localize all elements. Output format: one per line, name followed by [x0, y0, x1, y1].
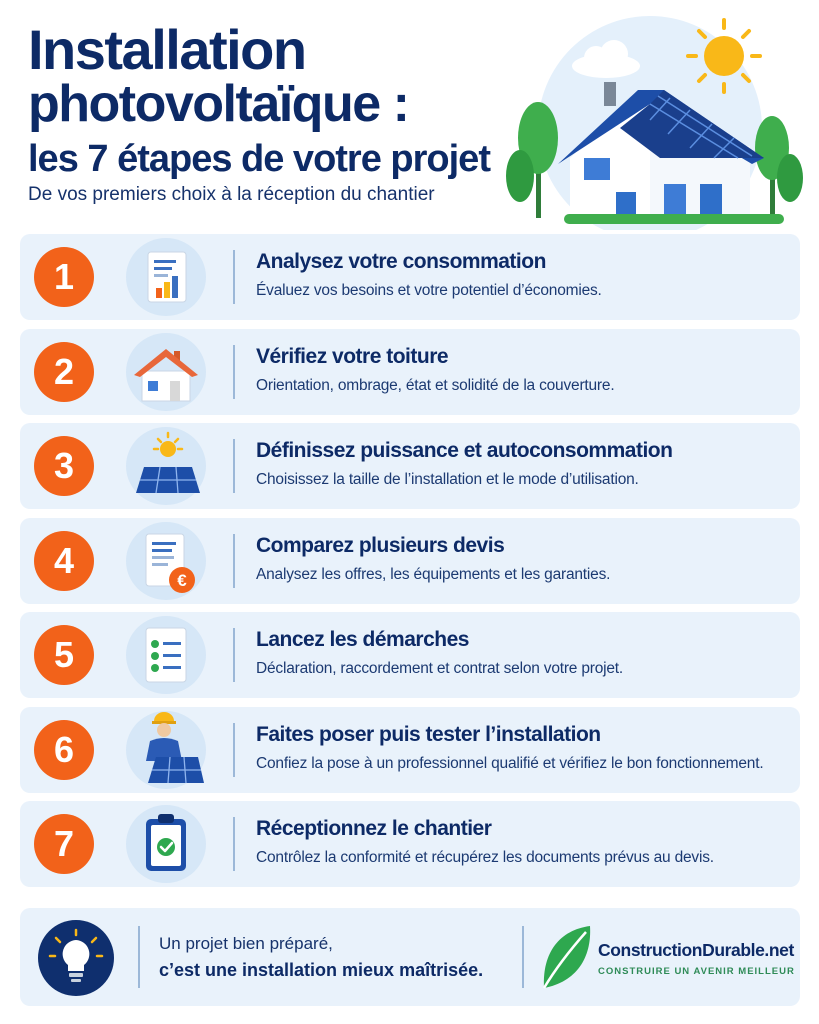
step-title: Analysez votre consommation: [256, 250, 546, 273]
divider: [233, 439, 235, 493]
step-number: 5: [34, 625, 94, 685]
svg-text:€: €: [177, 570, 187, 590]
step-card-2: [20, 329, 800, 415]
step-card-5: [20, 612, 800, 698]
steps-list: [20, 234, 800, 896]
step-description: Choisissez la taille de l’installation et le mode d’utilisation.: [256, 471, 639, 488]
step-number: 6: [34, 720, 94, 780]
brand-name[interactable]: ConstructionDurable.net: [598, 940, 794, 960]
divider: [138, 926, 140, 988]
step-card-6: [20, 707, 800, 793]
divider: [233, 628, 235, 682]
leaf-logo-icon: [538, 922, 594, 992]
step-description: Contrôlez la conformité et récupérez les documents prévus au devis.: [256, 849, 714, 866]
divider: [233, 534, 235, 588]
page-title-line3: les 7 étapes de votre projet: [28, 138, 490, 180]
step-number: 3: [34, 436, 94, 496]
step-card-4: [20, 518, 800, 604]
brand-tagline: CONSTRUIRE UN AVENIR MEILLEUR: [598, 966, 795, 977]
clipboard-check-icon: [126, 805, 206, 883]
header: [0, 0, 819, 230]
step-description: Confiez la pose à un professionnel qualifié et vérifiez le bon fonctionnement.: [256, 754, 764, 772]
step-number: 7: [34, 814, 94, 874]
chart-document-icon: [126, 238, 206, 316]
footer-message-line2: c’est une installation mieux maîtrisée.: [159, 960, 484, 980]
divider: [233, 817, 235, 871]
solar-house-illustration-icon: [500, 8, 810, 230]
divider: [522, 926, 524, 988]
step-title: Vérifiez votre toiture: [256, 344, 449, 368]
step-number: 2: [34, 342, 94, 402]
step-description: Déclaration, raccordement et contrat selon votre projet.: [256, 660, 624, 677]
divider: [233, 345, 235, 399]
step-card-7: [20, 801, 800, 887]
divider: [233, 723, 235, 777]
page-title-line1: Installation: [28, 18, 306, 81]
footer-message-line1: Un projet bien préparé,: [159, 934, 333, 953]
solar-panel-sun-icon: [126, 427, 206, 505]
step-card-1: [20, 234, 800, 320]
house-roof-icon: [126, 333, 206, 411]
page-subtitle: De vos premiers choix à la réception du chantier: [28, 184, 435, 205]
step-description: Orientation, ombrage, état et solidité de la couverture.: [256, 376, 615, 394]
lightbulb-icon: [38, 920, 114, 996]
step-title: Faites poser puis tester l’installation: [256, 722, 601, 746]
page-title-line2: photovoltaïque :: [28, 75, 409, 133]
step-title: Lancez les démarches: [256, 628, 469, 651]
divider: [233, 250, 235, 304]
step-card-3: [20, 423, 800, 509]
checklist-icon: [126, 616, 206, 694]
step-title: Comparez plusieurs devis: [256, 533, 505, 557]
footer-banner: [20, 908, 800, 1006]
installer-worker-icon: [126, 711, 206, 789]
step-description: Analysez les offres, les équipements et les garanties.: [256, 565, 611, 583]
step-number: 1: [34, 247, 94, 307]
step-title: Réceptionnez le chantier: [256, 817, 492, 840]
euro-quote-icon: [126, 522, 206, 600]
step-description: Évaluez vos besoins et votre potentiel d’économies.: [256, 282, 602, 299]
step-number: 4: [34, 531, 94, 591]
step-title: Définissez puissance et autoconsommation: [256, 439, 673, 462]
